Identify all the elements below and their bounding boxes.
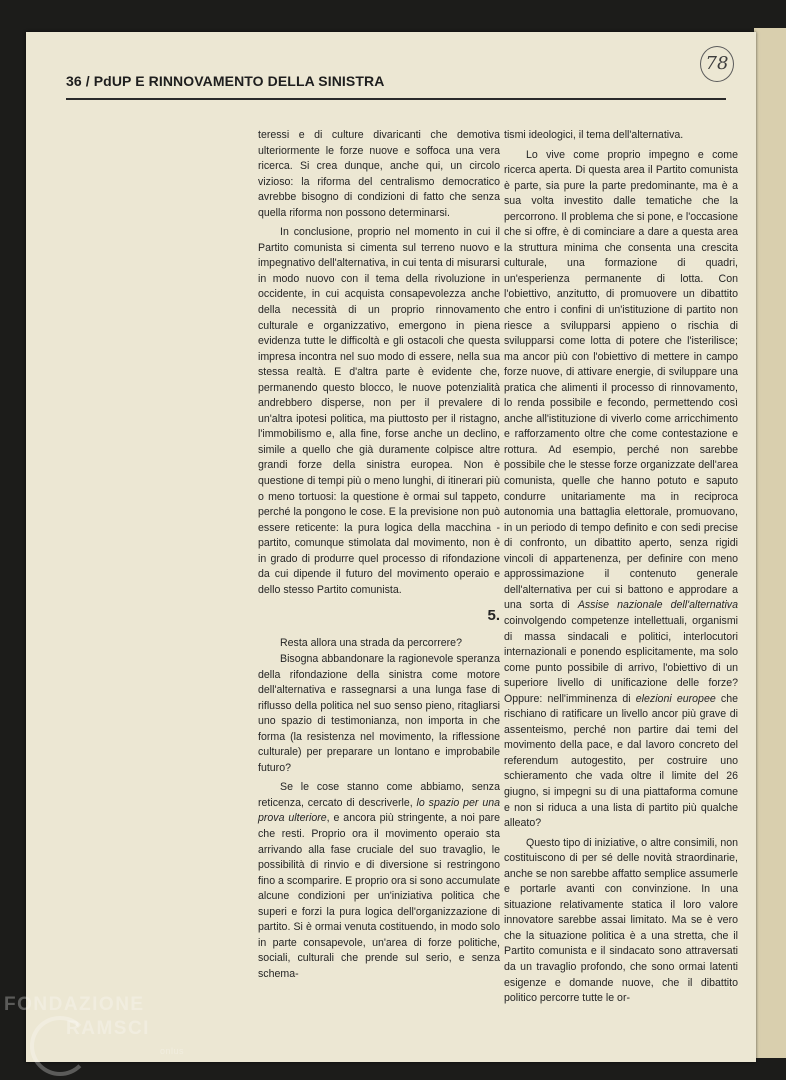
header-rule xyxy=(66,98,726,100)
document-page xyxy=(26,32,756,1062)
paragraph-text: coinvolgendo competenze intellettuali, organismi di massa sindacali e politici, interlocutori internazionali e ponendo esplicitamente, ma solo come punto possibile di arrivo, l'obiettivo di un superiore livello di unificazione delle forze? Oppure: nell'imminenza di xyxy=(504,614,738,705)
section-number: 5. xyxy=(487,607,500,625)
paragraph: Resta allora una strada da percorrere? xyxy=(280,637,462,650)
paragraph xyxy=(258,780,500,982)
paragraph: In conclusione, proprio nel momento in cui il Partito comunista si cimenta sul terreno nuovo e impegnativo dell'alternativa, in cui tenta di misurarsi in modo nuovo con il tema della rivoluzione in occidente, in cui acquista consapevolezza anche della necessità di un proprio rinnovamento culturale e organizzativo, emergono in piena evidenza tutte le difficoltà e gli ostacoli che questa impresa incontra nel suo modo di essere, nella sua stessa realtà. E d'altra parte è evidente che, permanendo questo blocco, le nuove potenzialità andrebbero disperse, non per il prevalere di un'altra ipotesi politica, ma piuttosto per il ristagno, l'immobilismo e, alla fine, forse anche un declino, simile a quello che già duramente colpisce altre grandi forze della sinistra europea. Non è questione di tempi più o meno lunghi, di itinerari più o meno tortuosi: la questione è ormai sul tappeto, perché la pongono le cose. E la previsione non può essere reticente: la pura logica della macchina - partito, comunque stimolata dal movimento, non è in grado di produrre quel processo di rifondazione da cui dipende il futuro del movimento operaio e dello stesso Partito comunista. xyxy=(258,226,500,596)
paragraph-text: Se le cose stanno come abbiamo, senza reticenza, cercato di descriverle, xyxy=(258,781,500,809)
paragraph: teressi e di culture divaricanti che demotiva ulteriormente le forze nuove e soffoca una vera ricerca. Si crea dunque, anche qui, un circolo vizioso: la riforma del centralismo democratico avrebbe bisogno di condizioni di fatto che senza quella riforma non possono determinarsi. xyxy=(258,129,500,219)
paragraph: Bisogna abbandonare la ragionevole speranza della rifondazione della sinistra come motore dell'alternativa e rassegnarsi a una lunga fase di riflusso della politica nel suo senso pieno, ritagliarsi uno spazio di testimonianza, non importa in che forma (la resistenza nel movimento, la riflessione culturale) per preparare un lontano e improbabile futuro? xyxy=(258,652,500,774)
left-column xyxy=(258,128,500,986)
watermark-line2: RAMSCI xyxy=(66,1018,150,1039)
right-column xyxy=(504,128,738,1011)
watermark-line1: FONDAZIONE xyxy=(4,994,145,1015)
italic-phrase: Assise nazionale dell'alternativa xyxy=(577,599,738,612)
handwritten-page-stamp: 78 xyxy=(700,46,734,82)
paragraph-text: , e ancora più stringente, a noi pare che resti. Proprio ora il movimento operaio sta arrivando alla fase cruciale del suo travaglio, le possibilità di rinvio e di diversione si restringono fino a scomparire. E proprio ora si sono accumulate alcune condizioni per un'iniziativa politica che superi e forzi la pura logica dell'organizzazione di partito. Si è ormai venuta costituendo, in modo solo in parte consapevole, un'area di forze politiche, sociali, culturali che prende sul serio, e senza schema- xyxy=(258,812,501,980)
paragraph-text: che rischiano di ratificare un livello ancor più grave di assenteismo, perché non partire dai temi del movimento della pace, e dal lavoro concreto del referendum autogestito, per costruire uno schieramento che vada oltre il limite del 26 giugno, si impegni su di una piattaforma comune e non si riduca a una lista di partito più qualche alleato? xyxy=(504,692,738,830)
adjacent-page-edge xyxy=(754,28,786,1058)
paragraph: Questo tipo di iniziative, o altre consimili, non costituiscono di per sé delle novità straordinarie, anche se non sarebbe affatto semplice assumerle e portarle avanti con convinzione. In una situazione relativamente statica il loro valore innovatore sarebbe assai limitato. Ma se è vero che la situazione politica è a una stretta, che il Partito comunista e il sindacato sono attraversati da un travaglio profondo, che sono ormai latenti esigenze e domande nuove, che il dibattito politico percorre tutte le or- xyxy=(504,836,738,1005)
watermark-onlus: onlus xyxy=(160,1046,185,1056)
italic-phrase: lo spazio per una prova ulteriore xyxy=(258,796,500,825)
page-header-title: 36 / PdUP E RINNOVAMENTO DELLA SINISTRA xyxy=(66,73,385,89)
fondazione-gramsci-watermark xyxy=(4,994,204,1074)
paragraph-text: Lo vive come proprio impegno e come ricerca aperta. Di questa area il Partito comunista è parte, sia pure la parte predominante, ma è a sua volta investito dalle tematiche che la percorrono. Il problema che si pone, e l'occasione che si offre, è di cominciare a dare a questa area la struttura minima che consenta una crescita culturale, una formazione di quadri, un'esperienza permanente di lotta. Con l'obiettivo, anzitutto, di promuovere un dibattito che entro i confini di un'istituzione di partito non riesce a svilupparsi appieno o rischia di svilupparsi come lotta di potere che l'isterilisce; ma ancor più con l'obiettivo di mettere in campo forze nuove, di attivare energie, di sviluppare una pratica che alimenti il processo di rinnovamento, lo renda possibile e fecondo, permettendo così anche all'istituzione di viverlo come arricchimento e rafforzamento oltre che come contestazione e rottura. Ad esempio, perché non sarebbe possibile che le stesse forze organizzate dell'area comunista, quelle che hanno potuto e saputo condurre unitariamente ma in reciproca autonomia una battaglia elettorale, promuovano, in un periodo di tempo definito e con sedi precise di confronto, un dibattito aperto, senza rigidi vincoli di appartenenza, per definire con meno approssimazione il contenuto generale dell'alternativa per cui si battono e approdare a una sorta di xyxy=(504,148,738,612)
italic-phrase: elezioni europee xyxy=(635,692,716,705)
paragraph xyxy=(504,148,738,832)
paragraph: tismi ideologici, il tema dell'alternativa. xyxy=(504,129,684,141)
